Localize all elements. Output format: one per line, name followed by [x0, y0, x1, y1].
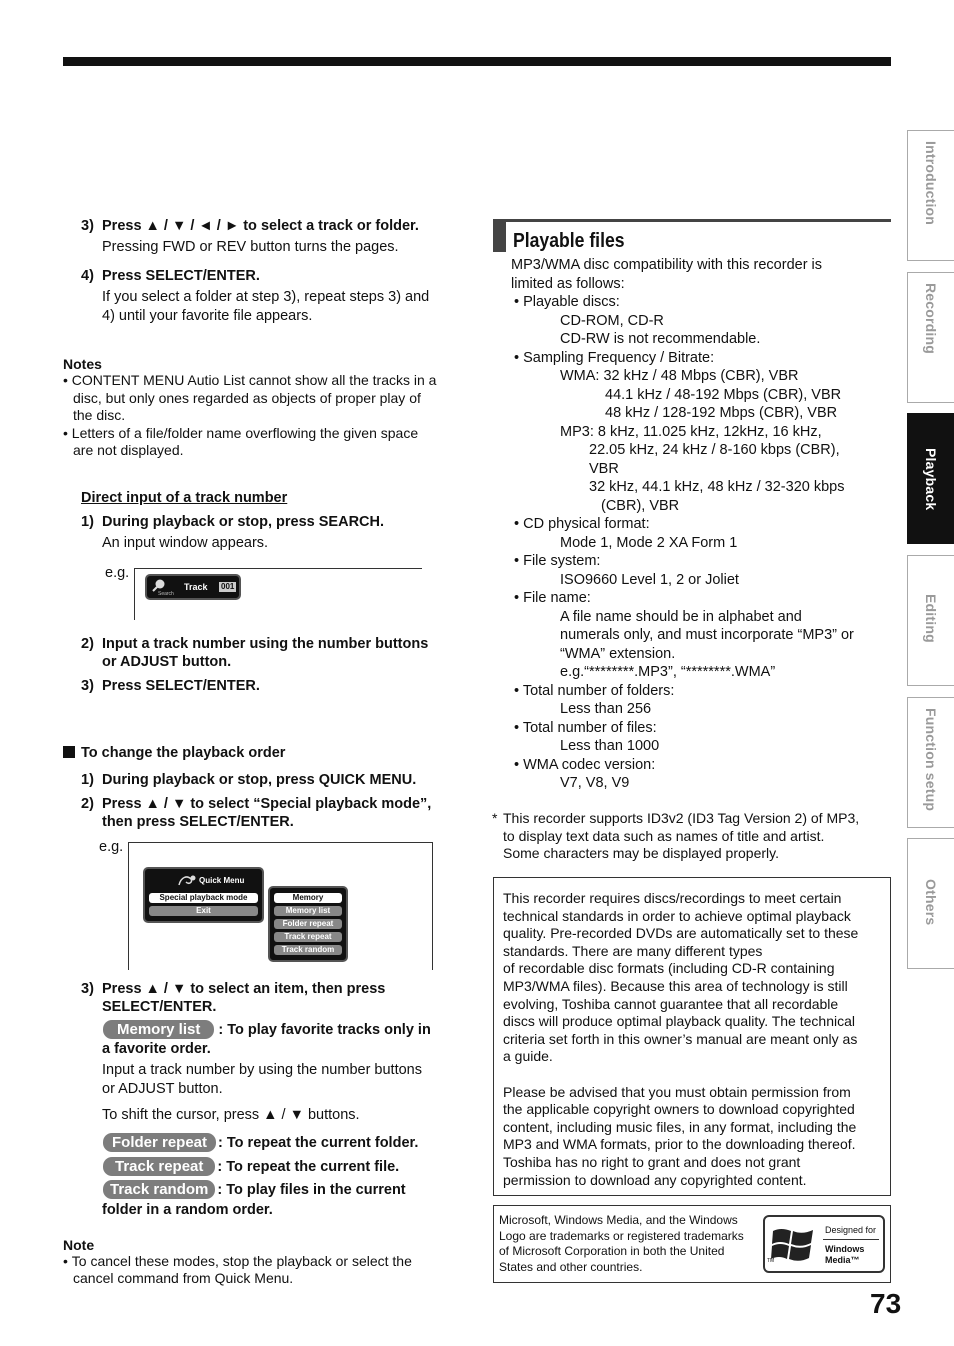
step-title: During playback or stop, press QUICK MENU. — [102, 772, 417, 788]
windows-media-logo — [763, 1215, 885, 1273]
heading-text: To change the playback order — [81, 745, 286, 761]
notice-line: technical standards in order to achieve optimal playback — [503, 907, 851, 924]
step-number: 2) — [81, 636, 94, 652]
spec-line: WMA: 32 kHz / 48 Mbps (CBR), VBR — [560, 368, 799, 384]
eg-label: e.g. — [99, 839, 124, 855]
spec-line: 44.1 kHz / 48-192 Mbps (CBR), VBR — [605, 386, 842, 403]
memory-list-body: or ADJUST button. — [102, 1081, 223, 1097]
spec-line: 32 kHz, 44.1 kHz, 48 kHz / 32-320 kbps — [589, 479, 845, 495]
spec-line: “WMA” extension. — [560, 645, 676, 662]
spec-line: V7, V8, V9 — [560, 775, 630, 791]
notice-line: discs will produce optimal playback quality. The technical — [503, 1013, 855, 1030]
search-icon — [152, 578, 166, 592]
step-body: Pressing FWD or REV button turns the pages. — [102, 239, 399, 255]
quick-menu-osd — [143, 867, 264, 923]
spec-line: • WMA codec version: — [514, 756, 656, 773]
step-body: If you select a folder at step 3), repeat steps 3) and — [102, 289, 430, 305]
trademark-line: of Microsoft Corporation in both the United — [499, 1244, 725, 1258]
menu-item-track-random[interactable]: Track random — [274, 945, 342, 955]
note-text: Letters of a file/folder name overflowing the given space — [71, 424, 419, 441]
tab-label: Introduction — [923, 141, 939, 226]
step-number: 2) — [81, 796, 94, 812]
heading-marker — [493, 222, 506, 252]
memory-list-body: Input a track number by using the number buttons — [102, 1062, 422, 1078]
track-random-desc: folder in a random order. — [102, 1202, 273, 1218]
section-title: Playable files — [513, 230, 625, 252]
cursor-note: To shift the cursor, press ▲ / ▼ buttons. — [102, 1107, 360, 1123]
step-body: 4) until your favorite file appears. — [102, 308, 313, 324]
spec-line: 22.05 kHz, 24 kHz / 8-160 kbps (CBR), — [589, 442, 840, 458]
spec-line: Mode 1, Mode 2 XA Form 1 — [560, 534, 738, 551]
logo-media: Media™ — [825, 1255, 860, 1265]
logo-divider — [823, 1239, 879, 1240]
section-heading — [63, 744, 285, 762]
notice-line: MP3 and WMA formats, prior to the downloading thereof. — [503, 1136, 856, 1153]
spec-line: A file name should be in alphabet and — [560, 608, 802, 625]
logo-windows: Windows — [825, 1244, 865, 1254]
footnote-mark: * — [492, 810, 498, 826]
notice-line: quality. Pre-recorded DVDs are automatically set to these — [503, 925, 859, 942]
memory-list-badge: Memory list — [103, 1020, 214, 1039]
square-bullet-icon — [63, 746, 75, 758]
notice-text — [503, 890, 858, 1189]
tab-label: Others — [923, 879, 939, 926]
search-osd — [145, 574, 241, 600]
track-random-row — [103, 1180, 406, 1199]
menu-item-folder-repeat[interactable]: Folder repeat — [274, 919, 342, 929]
step-number: 3) — [81, 218, 94, 234]
tab-label: Function setup — [923, 708, 939, 812]
track-value: 001 — [221, 582, 235, 591]
notice-line: permission to download any copyrighted content. — [503, 1171, 807, 1188]
footnote: to display text data such as names of title and artist. — [503, 828, 825, 844]
trademark-box — [493, 1205, 891, 1283]
spec-line: 48 kHz / 128-192 Mbps (CBR), VBR — [605, 405, 838, 421]
notes-item: • CONTENT MENU Autio List cannot show all the tracks in a — [63, 372, 437, 388]
notes-heading: Notes — [63, 356, 102, 372]
tab-others[interactable] — [907, 838, 954, 969]
note-text: disc, but only ones regarded as objects of proper play of — [73, 389, 421, 406]
step-number: 1) — [81, 514, 94, 530]
step-title: or ADJUST button. — [102, 654, 232, 670]
notice-line: criteria set forth in this owner’s manual are meant only as — [503, 1030, 858, 1047]
track-repeat-row — [103, 1157, 399, 1176]
step-title: Press SELECT/ENTER. — [102, 678, 260, 694]
windows-flag-icon — [771, 1225, 815, 1265]
spec-line: CD-RW is not recommendable. — [560, 331, 761, 347]
intro-text: MP3/WMA disc compatibility with this recorder is — [511, 257, 823, 273]
step-title: then press SELECT/ENTER. — [102, 814, 294, 830]
tab-label: Editing — [923, 594, 939, 643]
step-title: Press ▲ / ▼ to select “Special playback mode”, — [102, 796, 432, 812]
tab-introduction[interactable] — [907, 130, 954, 261]
spec-line: • File name: — [514, 590, 591, 606]
spec-line: • Total number of folders: — [514, 682, 675, 699]
spec-line: • CD physical format: — [514, 516, 650, 532]
menu-item-memory[interactable]: Memory — [274, 893, 342, 903]
notes-list — [63, 372, 436, 460]
spec-line: (CBR), VBR — [601, 497, 680, 514]
tab-editing[interactable] — [907, 555, 954, 686]
notice-line: of recordable disc formats (including CD-R containing — [503, 960, 835, 977]
track-random-badge: Track random — [103, 1180, 215, 1199]
quick-menu-title: Quick Menu — [199, 876, 245, 885]
spec-line: Less than 1000 — [560, 738, 660, 754]
notice-line: MP3/WMA files). Because this area of technology is still — [503, 977, 848, 994]
track-label: Track — [184, 582, 208, 592]
trademark-line: Logo are trademarks or registered trademarks — [499, 1228, 744, 1243]
note-line: cancel command from Quick Menu. — [73, 1270, 294, 1286]
note-heading: Note — [63, 1237, 95, 1253]
menu-item-special-playback[interactable]: Special playback mode — [149, 893, 258, 903]
spec-line: • File system: — [514, 553, 601, 569]
folder-repeat-row — [103, 1133, 418, 1152]
spec-line: MP3: 8 kHz, 11.025 kHz, 12kHz, 16 kHz, — [560, 423, 822, 440]
spec-line: • Sampling Frequency / Bitrate: — [514, 349, 715, 366]
trademark-line: States and other countries. — [499, 1259, 643, 1274]
tab-playback[interactable] — [907, 413, 954, 544]
spec-line: e.g.“********.MP3”, “********.WMA” — [560, 664, 776, 680]
track-random-desc: : To play files in the current — [217, 1182, 406, 1198]
memory-list-desc: : To play favorite tracks only in — [218, 1022, 431, 1038]
tab-label: Playback — [923, 448, 939, 511]
step-title: Input a track number using the number buttons — [102, 636, 429, 652]
note-text: the disc. — [73, 407, 126, 423]
menu-item-memory-list[interactable]: Memory list — [274, 906, 342, 916]
section-heading: Direct input of a track number — [81, 490, 288, 506]
step-title: SELECT/ENTER. — [102, 999, 217, 1015]
step-number: 1) — [81, 772, 94, 788]
step-number: 4) — [81, 268, 94, 284]
spec-line: • Total number of files: — [514, 719, 657, 736]
note-text: CONTENT MENU Autio List cannot show all the tracks in a — [71, 372, 437, 388]
spec-line: numerals only, and must incorporate “MP3” or — [560, 627, 854, 643]
note-text: • To cancel these modes, stop the playback or select the — [63, 1253, 412, 1269]
spec-line: CD-ROM, CD-R — [560, 312, 664, 329]
notice-line: a guide. — [503, 1048, 553, 1065]
step-title: Press ▲ / ▼ / ◄ / ► to select a track or folder. — [102, 218, 419, 234]
folder-repeat-desc: : To repeat the current folder. — [218, 1135, 419, 1151]
notice-line: This recorder requires discs/recordings to meet certain — [503, 890, 842, 906]
trademark-symbol: TM — [767, 1258, 775, 1264]
note-text: are not displayed. — [73, 442, 184, 458]
notice-line: Please be advised that you must obtain permission from — [503, 1083, 851, 1100]
footnote: This recorder supports ID3v2 (ID3 Tag Version 2) of MP3, — [503, 810, 860, 826]
logo-designed-for: Designed for — [825, 1225, 877, 1235]
notice-line: evolving, Toshiba cannot guarantee that all recordable — [503, 995, 839, 1012]
top-rule — [63, 57, 891, 66]
step-title: Press ▲ / ▼ to select an item, then press — [102, 981, 386, 997]
notice-line: standards. There are many different types — [503, 942, 763, 959]
notice-line: the applicable copyright owners to download copyrighted — [503, 1101, 855, 1118]
eg-label: e.g. — [105, 565, 130, 581]
intro-text: limited as follows: — [511, 276, 625, 292]
menu-item-track-repeat[interactable]: Track repeat — [274, 932, 342, 942]
track-repeat-desc: : To repeat the current file. — [217, 1159, 400, 1175]
footnote: Some characters may be displayed properly. — [503, 845, 779, 861]
notice-line: Toshiba has no right to grant and does not grant — [503, 1153, 801, 1170]
spec-line: • Playable discs: — [514, 294, 620, 310]
notice-line — [503, 1066, 858, 1084]
step-title: During playback or stop, press SEARCH. — [102, 514, 385, 530]
spec-line: ISO9660 Level 1, 2 or Joliet — [560, 571, 739, 588]
page-number: 73 — [870, 1288, 902, 1319]
folder-repeat-badge: Folder repeat — [103, 1133, 216, 1152]
track-repeat-badge: Track repeat — [103, 1157, 215, 1176]
notice-line: content, including music files, in any format, including the — [503, 1118, 857, 1135]
tab-label: Recording — [923, 283, 939, 355]
step-number: 3) — [81, 678, 94, 694]
tab-function-setup[interactable] — [907, 697, 954, 828]
step-number: 3) — [81, 981, 94, 997]
notice-box — [493, 877, 891, 1196]
step-title: Press SELECT/ENTER. — [102, 268, 260, 284]
heading-rule — [493, 219, 891, 222]
spec-line: Less than 256 — [560, 701, 652, 717]
notes-item: • Letters of a file/folder name overflowing the given space — [63, 424, 419, 441]
spec-line: VBR — [589, 460, 619, 477]
trademark-text — [499, 1213, 744, 1275]
quick-menu-icon — [177, 873, 199, 887]
memory-list-row — [103, 1020, 431, 1039]
search-label: Search — [158, 591, 174, 597]
note-line: To cancel these modes, stop the playback or select the — [71, 1253, 412, 1269]
special-playback-osd — [268, 886, 348, 962]
memory-list-desc: a favorite order. — [102, 1041, 211, 1057]
trademark-line: Microsoft, Windows Media, and the Windows — [499, 1213, 738, 1227]
tab-recording[interactable] — [907, 272, 954, 403]
menu-item-exit[interactable]: Exit — [149, 906, 258, 916]
step-body: An input window appears. — [102, 535, 269, 551]
